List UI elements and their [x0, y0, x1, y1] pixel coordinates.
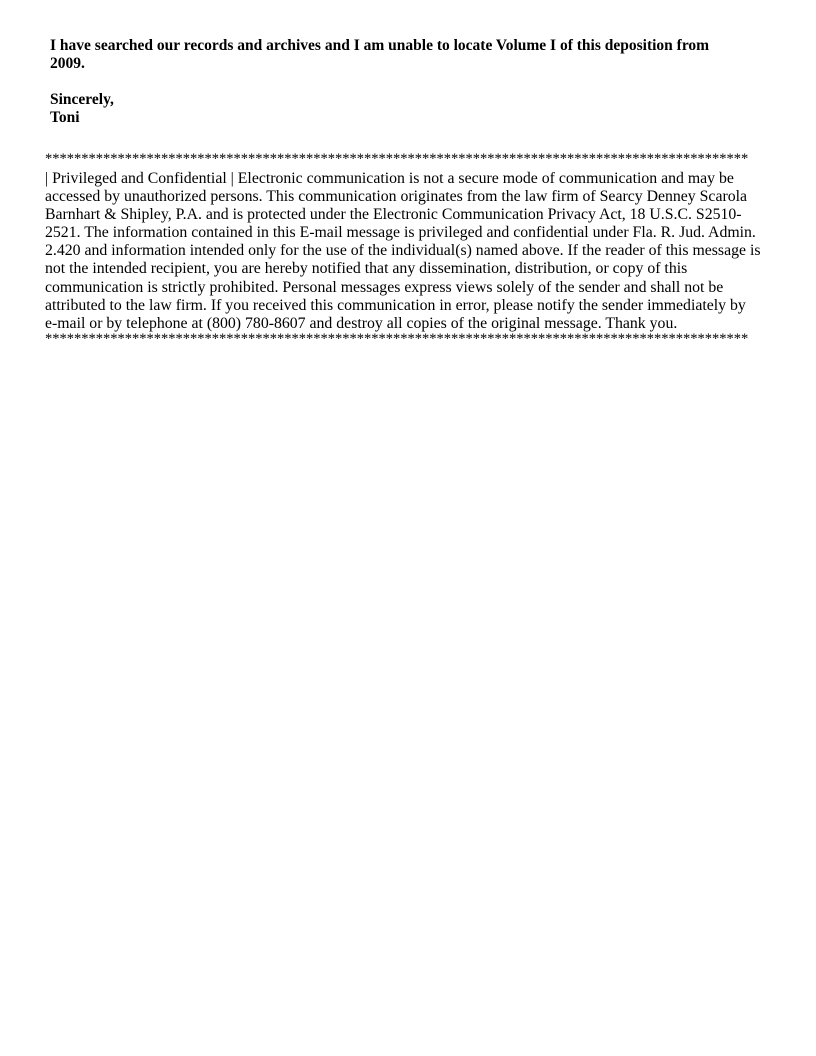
disclaimer-line: not the intended recipient, you are hereby notified that any dissemination, distribution, or copy of this: [45, 260, 688, 278]
signature-name: Toni: [50, 109, 80, 126]
message-body-line: 2009.: [50, 55, 85, 72]
closing-text: Sincerely,: [50, 91, 114, 108]
signature-block: [50, 91, 770, 127]
message-body-line: I have searched our records and archives and I am unable to locate Volume I of this deposition from: [50, 37, 710, 54]
disclaimer-line: e-mail or by telephone at (800) 780-8607 and destroy all copies of the original message. Thank you.: [45, 314, 678, 332]
separator-top: *************************************************************************************************: [45, 151, 749, 167]
confidentiality-disclaimer: [45, 170, 778, 333]
disclaimer-line: communication is strictly prohibited. Personal messages express views solely of the sender and shall not be: [45, 278, 724, 296]
message-body: [50, 37, 770, 73]
disclaimer-line: accessed by unauthorized persons. This communication originates from the law firm of Searcy Denney Scarola: [45, 188, 748, 206]
separator-bottom: *************************************************************************************************: [45, 331, 749, 347]
disclaimer-line: 2.420 and information intended only for the use of the individual(s) named above. If the reader of this message is: [45, 242, 761, 260]
disclaimer-line: 2521. The information contained in this E-mail message is privileged and confidential under Fla. R. Jud. Admin.: [45, 224, 756, 242]
disclaimer-line: Barnhart & Shipley, P.A. and is protected under the Electronic Communication Privacy Act, 18 U.S.C. S2510-: [45, 206, 742, 224]
disclaimer-line: attributed to the law firm. If you received this communication in error, please notify the sender immediately by: [45, 296, 746, 314]
disclaimer-line: | Privileged and Confidential | Electronic communication is not a secure mode of communication and may be: [45, 170, 734, 187]
